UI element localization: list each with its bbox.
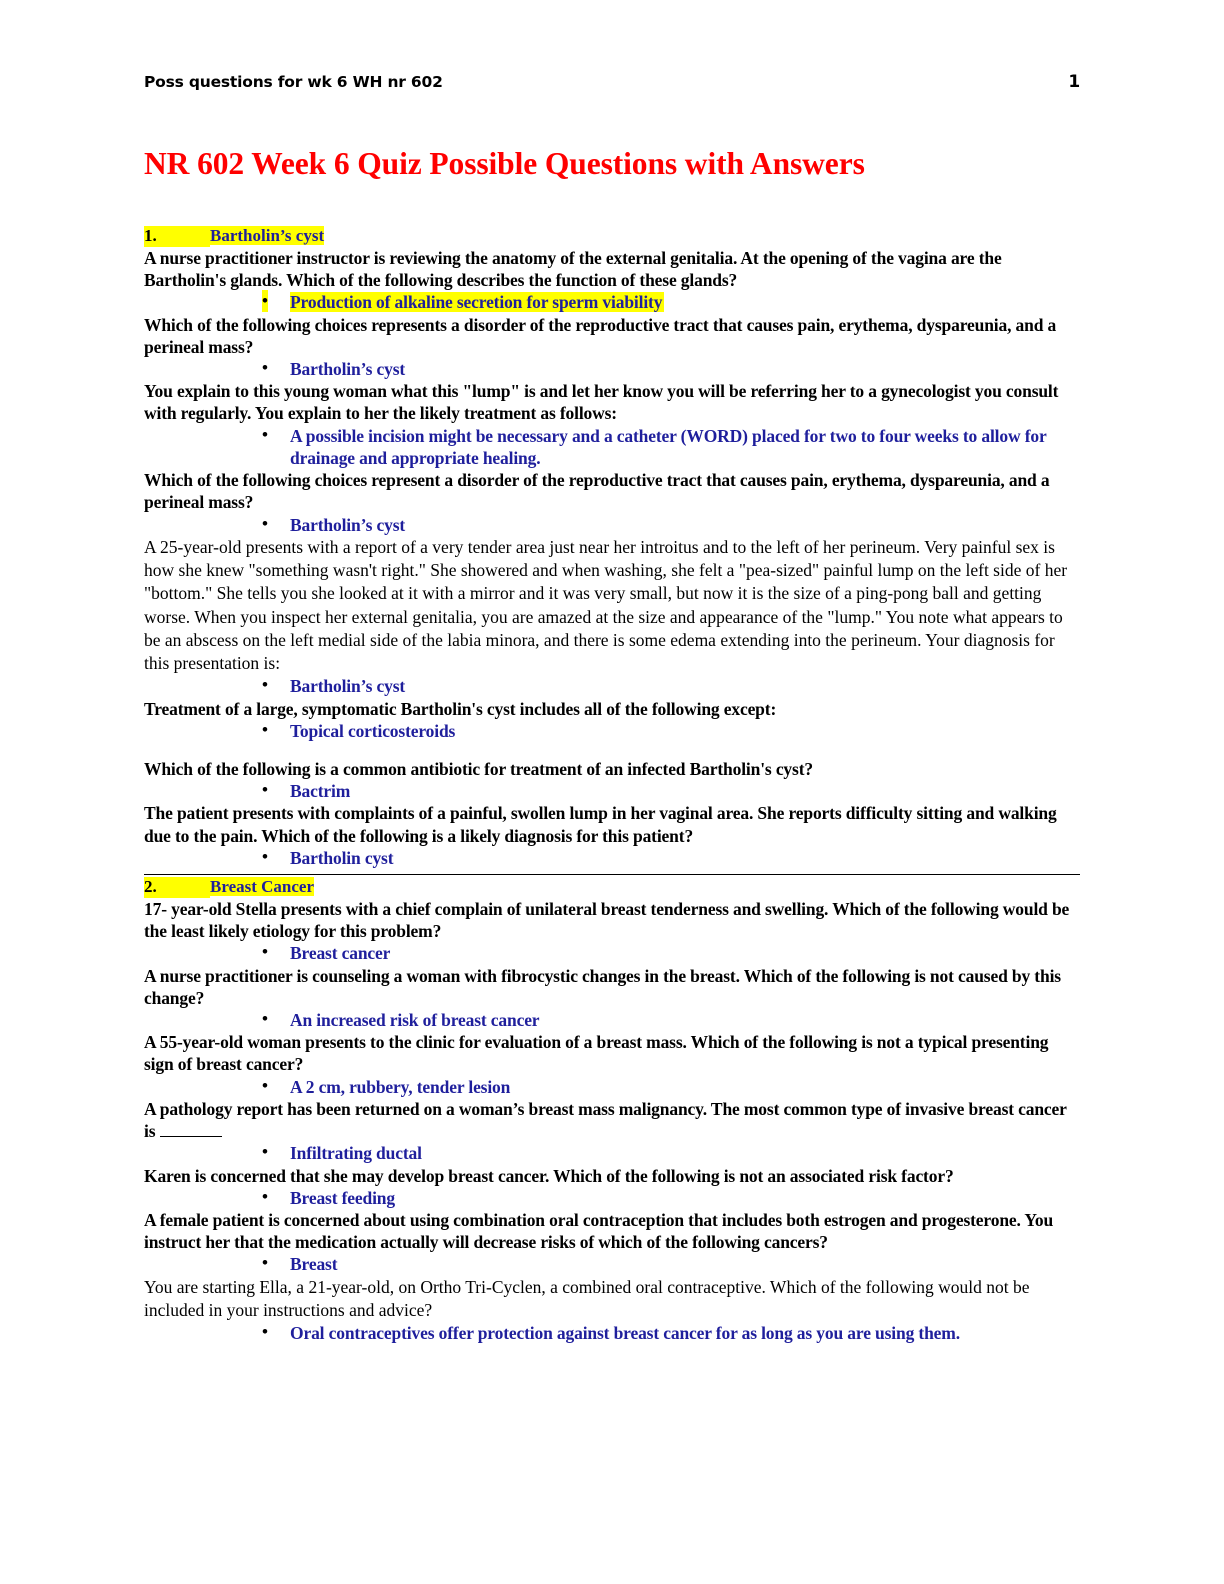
question-text: Which of the following choices represent a disorder of the reproductive tract that causes pain, erythema, dyspareunia, and a perineal mass? <box>144 470 1050 513</box>
question-text: A nurse practitioner instructor is reviewing the anatomy of the external genitalia. At the opening of the vagina are the Bartholin's glands. Which of the following describes the function of these glands? <box>144 247 1002 291</box>
answer-item: • Topical corticosteroids <box>262 720 1080 742</box>
question-text: The patient presents with complaints of a painful, swollen lump in her vaginal area. She reports difficulty sitting and walking due to the pain. Which of the following is a likely diagnosis for this patient? <box>144 803 1057 846</box>
section-name: Breast Cancer <box>210 877 315 897</box>
answer-list <box>144 942 1080 964</box>
answer-item: • Breast <box>262 1253 1080 1275</box>
answer-list <box>144 1076 1080 1098</box>
answer-item: • Bartholin’s cyst <box>262 514 1080 536</box>
question-emphasis: not an associated <box>739 1165 865 1186</box>
answer-list <box>144 1009 1080 1031</box>
question-text: A female patient is concerned about using combination oral contraception that includes both estrogen and progesterone. You instruct her that the medication actually will decrease risks of which of the following cancers? <box>144 1209 1054 1253</box>
answer-item: • Bartholin’s cyst <box>262 675 1080 697</box>
question-text-part: etiology for this problem? <box>248 921 442 942</box>
question-text: You explain to this young woman what this "lump" is and let her know you will be referring her to a gynecologist you consult with regularly. You explain to her the likely treatment as follows: <box>144 381 1059 424</box>
fill-in-blank <box>160 1136 222 1137</box>
answer-list <box>144 847 1080 869</box>
question-text: Which of the following is a common antibiotic for treatment of an infected Bartholin's cyst? <box>144 759 813 780</box>
answer-list <box>144 514 1080 536</box>
section-heading <box>144 226 1080 247</box>
question-text: Which of the following choices represents a disorder of the reproductive tract that causes pain, erythema, dyspareunia, and a perineal mass? <box>144 314 1057 357</box>
answer-list <box>144 780 1080 802</box>
section-heading <box>144 877 1080 898</box>
question-text: A nurse practitioner is counseling a woman with fibrocystic changes in the breast. Which of the following is not caused by this change? <box>144 965 1061 1008</box>
answer-item: • Bactrim <box>262 780 1080 802</box>
answer-list <box>144 1142 1080 1164</box>
question-text-part: risk factor? <box>864 1165 954 1186</box>
answer-item: • Bartholin’s cyst <box>262 358 1080 380</box>
page-header <box>144 72 1080 92</box>
divider <box>144 874 1080 875</box>
section-number: 1. <box>144 226 210 247</box>
question-text-part: A pathology report has been returned on a woman’s breast mass malignancy. The most common type of invasive breast cancer is <box>144 1098 1067 1142</box>
answer-list <box>144 720 1080 742</box>
question-emphasis: except <box>723 698 771 719</box>
section-name: Bartholin’s cyst <box>210 226 325 246</box>
section-number: 2. <box>144 877 210 898</box>
question-text <box>144 698 1080 720</box>
answer-list <box>144 291 1080 313</box>
question-text: A 25-year-old presents with a report of a very tender area just near her introitus and to the left of her perineum. Very painful sex is how she knew "something wasn't right." She showered and when washing, she felt a "pea-sized" painful lump on the left side of her "bottom." She tells you she looked at it with a mirror and it was very small, but now it is the size of a ping-pong ball and getting worse. When you inspect her external genitalia, you are amazed at the size and appearance of the "lump." You note what appears to be an abscess on the left medial side of the labia minora, and there is some edema extending into the perineum. Your diagnosis for this presentation is: <box>144 536 1068 674</box>
question-text <box>144 1165 1080 1187</box>
answer-item: • Oral contraceptives offer protection against breast cancer for as long as you are using them. <box>262 1322 1080 1344</box>
answer-item: • Breast feeding <box>262 1187 1080 1209</box>
answer-list <box>144 1187 1080 1209</box>
answer-list <box>144 1253 1080 1275</box>
document-body <box>144 226 1080 1344</box>
answer-list <box>144 1322 1080 1344</box>
question-text: A 55-year-old woman presents to the clinic for evaluation of a breast mass. Which of the following is not a typical presenting sign of breast cancer? <box>144 1032 1049 1075</box>
answer-list <box>144 425 1080 469</box>
header-page-number: 1 <box>1068 72 1080 92</box>
spacer <box>144 742 1080 758</box>
page-title: NR 602 Week 6 Quiz Possible Questions with Answers <box>144 146 865 181</box>
answer-item: • An increased risk of breast cancer <box>262 1009 1080 1031</box>
question-text <box>144 898 1080 942</box>
header-title: Poss questions for wk 6 WH nr 602 <box>144 73 443 91</box>
answer-list <box>144 675 1080 697</box>
question-text-part: 17- year-old Stella presents with a chief complain of unilateral breast tenderness and swelling. Which of the following would be the <box>144 898 1070 942</box>
answer-item: • Breast cancer <box>262 942 1080 964</box>
answer-item: • A 2 cm, rubbery, tender lesion <box>262 1076 1080 1098</box>
question-text-part: Treatment of a large, symptomatic Bartholin's cyst includes all of the following <box>144 698 724 719</box>
answer-item: • A possible incision might be necessary and a catheter (WORD) placed for two to four weeks to allow for drainage and appropriate healing. <box>262 425 1080 469</box>
question-emphasis: least likely <box>171 921 249 942</box>
answer-item: • Infiltrating ductal <box>262 1142 1080 1164</box>
question-text-part: : <box>770 698 777 719</box>
answer-item: • Bartholin cyst <box>262 847 1080 869</box>
answer-item <box>262 291 1080 313</box>
answer-list <box>144 358 1080 380</box>
question-text: You are starting Ella, a 21-year-old, on Ortho Tri-Cyclen, a combined oral contraceptive. Which of the following would not be included in your instructions and advice? <box>144 1276 1030 1320</box>
answer-text: Production of alkaline secretion for sperm viability <box>290 292 663 313</box>
question-text-part: Karen is concerned that she may develop breast cancer. Which of the following is <box>144 1165 740 1186</box>
question-text <box>144 1098 1080 1142</box>
